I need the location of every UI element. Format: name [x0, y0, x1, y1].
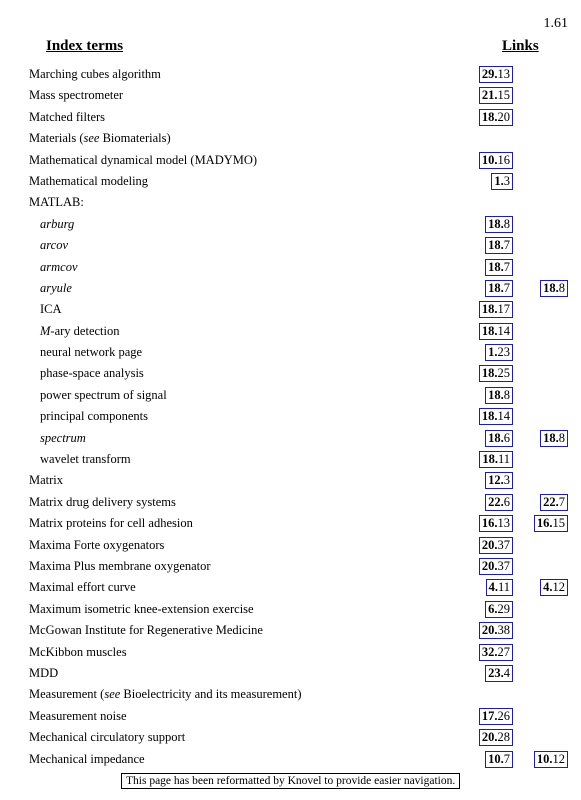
page-link[interactable]: 18.17	[479, 301, 513, 318]
index-subentry	[0, 385, 581, 406]
page-link[interactable]: 18.20	[479, 109, 513, 126]
index-term: Maxima Plus membrane oxygenator	[29, 558, 211, 573]
index-subentry	[0, 235, 581, 256]
index-entry	[0, 727, 581, 748]
index-entry	[0, 128, 581, 149]
page-link[interactable]: 20.28	[479, 729, 513, 746]
index-term: power spectrum of signal	[40, 387, 167, 402]
index-entry	[0, 599, 581, 620]
index-term: arcov	[40, 238, 68, 253]
page-link[interactable]: 17.26	[479, 708, 513, 725]
index-entry	[0, 642, 581, 663]
page-link[interactable]: 18.7	[485, 237, 513, 254]
index-term: aryule	[40, 280, 72, 295]
page-link[interactable]: 6.29	[485, 601, 513, 618]
index-term: Mathematical modeling	[29, 173, 149, 188]
page-link[interactable]: 10.16	[479, 152, 513, 169]
page-link[interactable]: 18.14	[479, 408, 513, 425]
index-subentry	[0, 428, 581, 449]
page-link[interactable]: 22.6	[485, 494, 513, 511]
page-link[interactable]: 4.12	[540, 579, 568, 596]
index-terms-heading: Index terms	[46, 38, 124, 54]
page-link[interactable]: 10.7	[485, 751, 513, 768]
page-link[interactable]: 4.11	[486, 579, 513, 596]
index-entry	[0, 85, 581, 106]
index-term: Maximal effort curve	[29, 580, 136, 595]
index-entry	[0, 556, 581, 577]
page-link[interactable]: 18.7	[485, 280, 513, 297]
page-link[interactable]: 21.15	[479, 87, 513, 104]
page-link[interactable]: 29.13	[479, 66, 513, 83]
index-term: arburg	[40, 216, 75, 231]
index-subentry	[0, 342, 581, 363]
index-entry	[0, 64, 581, 85]
index-term: MDD	[29, 665, 59, 680]
page-link[interactable]: 23.4	[485, 665, 513, 682]
index-term: Mechanical impedance	[29, 751, 145, 766]
index-term: neural network page	[40, 345, 143, 360]
index-subentry	[0, 214, 581, 235]
page-link[interactable]: 18.8	[540, 430, 568, 447]
index-term: Mathematical dynamical model (MADYMO)	[29, 152, 258, 167]
index-entry	[0, 171, 581, 192]
page-link[interactable]: 18.6	[485, 430, 513, 447]
index-entry	[0, 684, 581, 705]
page-link[interactable]: 18.11	[479, 451, 513, 468]
index-entry	[0, 706, 581, 727]
index-entry	[0, 620, 581, 641]
index-entry	[0, 749, 581, 770]
index-entry	[0, 535, 581, 556]
page-link[interactable]: 20.38	[479, 622, 513, 639]
index-term: Marching cubes algorithm	[29, 67, 161, 81]
index-term: principal components	[40, 409, 148, 424]
index-term: wavelet transform	[40, 452, 131, 467]
index-subentry	[0, 321, 581, 342]
index-term: Mass spectrometer	[29, 88, 124, 103]
index-entry	[0, 150, 581, 171]
page-link[interactable]: 20.37	[479, 537, 513, 554]
page-link[interactable]: 18.8	[485, 216, 513, 233]
page-link[interactable]: 18.8	[485, 387, 513, 404]
index-entry	[0, 513, 581, 534]
index-term: armcov	[40, 259, 78, 274]
index-term: Maximum isometric knee-extension exercise	[29, 601, 254, 616]
index-term: MATLAB:	[29, 195, 84, 210]
index-entry	[0, 470, 581, 491]
knovel-footer-note: This page has been reformatted by Knovel to provide easier navigation.	[121, 773, 460, 789]
page-link[interactable]: 10.12	[534, 751, 568, 768]
index-subentry	[0, 406, 581, 427]
page-link[interactable]: 12.3	[485, 472, 513, 489]
index-term: spectrum	[40, 430, 86, 445]
index-term: Materials (see Biomaterials)	[29, 131, 171, 146]
index-subentry	[0, 299, 581, 320]
index-term: Matrix proteins for cell adhesion	[29, 516, 193, 531]
index-entry	[0, 492, 581, 513]
index-subentry	[0, 278, 581, 299]
page-link[interactable]: 20.37	[479, 558, 513, 575]
index-term: Matrix	[29, 473, 64, 488]
index-term: McGowan Institute for Regenerative Medicine	[29, 623, 263, 638]
index-term: Matrix drug delivery systems	[29, 494, 176, 509]
index-entry	[0, 663, 581, 684]
index-entry	[0, 107, 581, 128]
page-link[interactable]: 18.25	[479, 365, 513, 382]
page-number: 1.61	[543, 16, 568, 31]
index-term: phase-space analysis	[40, 366, 144, 381]
index-subentry	[0, 257, 581, 278]
index-term: Matched filters	[29, 109, 106, 124]
page-link[interactable]: 1.3	[491, 173, 513, 190]
index-term: ICA	[40, 302, 62, 317]
index-term: Mechanical circulatory support	[29, 730, 186, 745]
index-subentry	[0, 449, 581, 470]
page-link[interactable]: 16.13	[479, 515, 513, 532]
page-link[interactable]: 16.15	[534, 515, 568, 532]
index-subentry	[0, 363, 581, 384]
index-term: McKibbon muscles	[29, 644, 127, 659]
page-link[interactable]: 18.8	[540, 280, 568, 297]
page-link[interactable]: 1.23	[485, 344, 513, 361]
index-term: M-ary detection	[40, 323, 120, 338]
page-link[interactable]: 22.7	[540, 494, 568, 511]
index-term: Maxima Forte oxygenators	[29, 537, 165, 552]
page-link[interactable]: 18.7	[485, 259, 513, 276]
index-term: Measurement noise	[29, 708, 127, 723]
index-entry	[0, 192, 581, 213]
index-list	[0, 64, 581, 770]
links-heading: Links	[502, 38, 539, 54]
page-link[interactable]: 18.14	[479, 323, 513, 340]
index-term: Measurement (see Bioelectricity and its measurement)	[29, 687, 302, 702]
index-entry	[0, 577, 581, 598]
page-link[interactable]: 32.27	[479, 644, 513, 661]
